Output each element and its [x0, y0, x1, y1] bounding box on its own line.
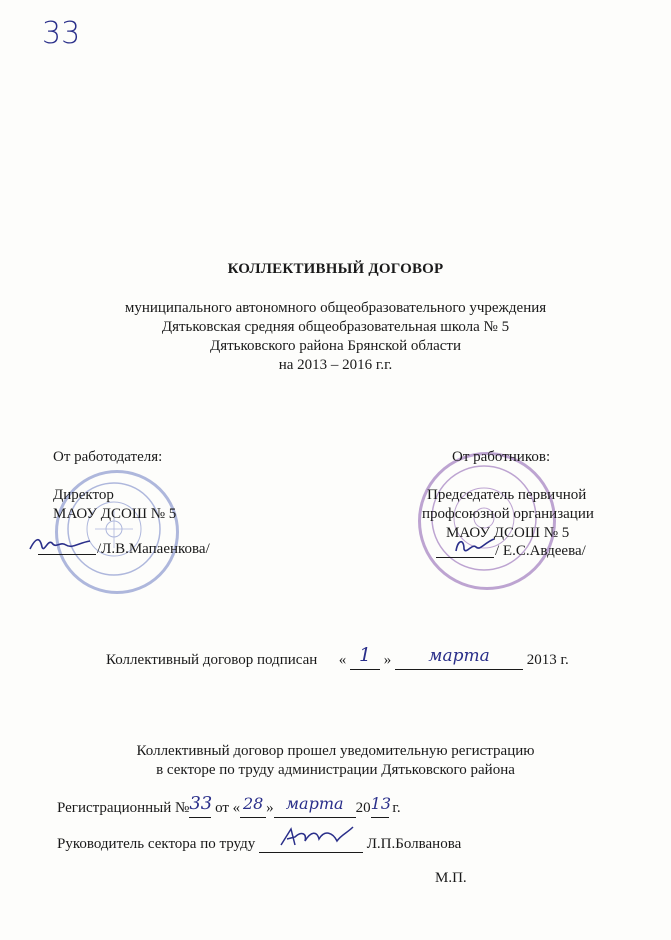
- employees-position-1: Председатель первичной: [427, 487, 587, 503]
- registration-month-field: [274, 794, 356, 818]
- employer-signature: [26, 533, 96, 557]
- registration-day: 28: [242, 794, 264, 813]
- signed-label: Коллективный договор подписан: [106, 652, 318, 668]
- employees-name: / Е.С.Авдеева/: [495, 543, 586, 559]
- registration-note-2: в секторе по труду администрации Дятьковского района: [156, 762, 515, 778]
- head-label: Руководитель сектора по труду: [57, 836, 256, 852]
- signed-month-field: [395, 646, 523, 670]
- registration-year-field: [370, 794, 392, 818]
- employees-org: МАОУ ДСОШ № 5: [446, 525, 570, 541]
- subtitle-line-3: Дятьковского района Брянской области: [209, 338, 462, 354]
- registration-day-field: [240, 794, 266, 818]
- head-signature-field: [259, 837, 363, 853]
- subtitle-line-1: муниципального автономного общеобразовательного учреждения: [124, 300, 547, 316]
- document-title: КОЛЛЕКТИВНЫЙ ДОГОВОР: [227, 261, 444, 277]
- employer-heading: От работодателя:: [53, 449, 163, 465]
- registration-month: марта: [285, 794, 344, 813]
- registration-close-quote: »: [266, 800, 274, 816]
- head-line: [57, 836, 461, 853]
- head-signature: [277, 825, 357, 851]
- registration-year-end: г.: [392, 800, 401, 816]
- signed-day: 1: [358, 644, 372, 666]
- registration-number-field: [189, 793, 213, 818]
- registration-label: Регистрационный №: [57, 800, 190, 816]
- employer-org: МАОУ ДСОШ № 5: [53, 506, 177, 522]
- employer-position: Директор: [53, 487, 114, 503]
- employees-position-2: профсоюзной организации: [422, 506, 594, 522]
- seal-note: М.П.: [435, 870, 467, 886]
- signed-year: 2013 г.: [526, 652, 569, 668]
- employer-name: /Л.В.Мапаенкова/: [97, 541, 210, 557]
- signed-open-quote: «: [338, 652, 347, 668]
- subtitle-line-4: на 2013 – 2016 г.г.: [278, 357, 393, 373]
- signed-month: марта: [428, 646, 490, 666]
- registration-note-1: Коллективный договор прошел уведомительную регистрацию: [136, 743, 535, 759]
- registration-number: 33: [189, 793, 213, 814]
- registration-year-suffix: 13: [370, 794, 392, 813]
- registration-year-prefix: 20: [355, 800, 371, 816]
- employees-heading: От работников:: [452, 449, 551, 465]
- signed-day-field: [350, 644, 380, 670]
- signed-line: [106, 644, 569, 670]
- subtitle-line-2: Дятьковская средняя общеобразовательная школа № 5: [161, 319, 510, 335]
- employees-signature: [450, 533, 500, 559]
- registration-from: от «: [215, 800, 241, 816]
- head-name: Л.П.Болванова: [366, 836, 462, 852]
- registration-line: [57, 793, 401, 818]
- page-number: 33: [42, 16, 81, 51]
- signed-close-quote: »: [383, 652, 392, 668]
